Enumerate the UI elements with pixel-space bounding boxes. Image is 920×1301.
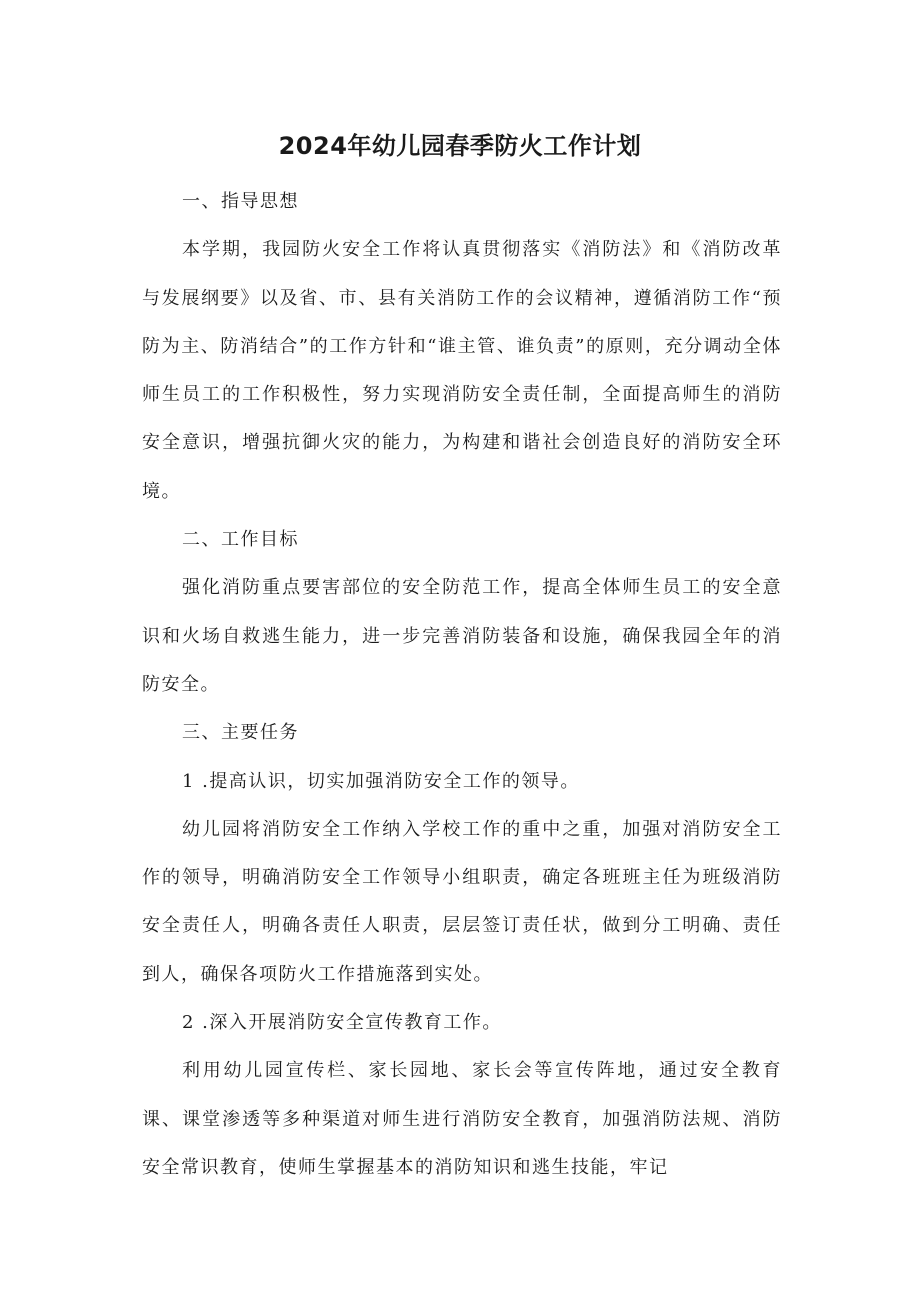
section-heading-work-goals: 二、工作目标 — [182, 529, 299, 551]
subheading-task-2: 2 .深入开展消防安全宣传教育工作。 — [182, 1012, 502, 1034]
paragraph-work-goals: 强化消防重点要害部位的安全防范工作，提高全体师生员工的安全意识和火场自救逃生能力，进一步完善消防装备和设施，确保我园全年的消防安全。 — [142, 577, 782, 695]
document-title: 2024年幼儿园春季防火工作计划 — [278, 132, 642, 160]
paragraph-task-1: 幼儿园将消防安全工作纳入学校工作的重中之重，加强对消防安全工作的领导，明确消防安全工作领导小组职责，确定各班班主任为班级消防安全责任人，明确各责任人职责，层层签订责任状，做到分工明确、责任到人，确保各项防火工作措施落到实处。 — [142, 818, 782, 985]
subheading-task-1: 1 .提高认识，切实加强消防安全工作的领导。 — [182, 770, 580, 792]
document-body — [142, 178, 782, 1192]
paragraph-task-2: 利用幼儿园宣传栏、家长园地、家长会等宣传阵地，通过安全教育课、课堂渗透等多种渠道对师生进行消防安全教育，加强消防法规、消防安全常识教育，使师生掌握基本的消防知识和逃生技能，牢记 — [142, 1060, 782, 1178]
paragraph-guiding-ideology: 本学期，我园防火安全工作将认真贯彻落实《消防法》和《消防改革与发展纲要》以及省、市、县有关消防工作的会议精神，遵循消防工作“预防为主、防消结合”的工作方针和“谁主管、谁负责”的原则，充分调动全体师生员工的工作积极性，努力实现消防安全责任制，全面提高师生的消防安全意识，增强抗御火灾的能力，为构建和谐社会创造良好的消防安全环境。 — [142, 239, 782, 502]
section-heading-main-tasks: 三、主要任务 — [182, 722, 299, 744]
section-heading-guiding-ideology: 一、指导思想 — [182, 191, 299, 212]
